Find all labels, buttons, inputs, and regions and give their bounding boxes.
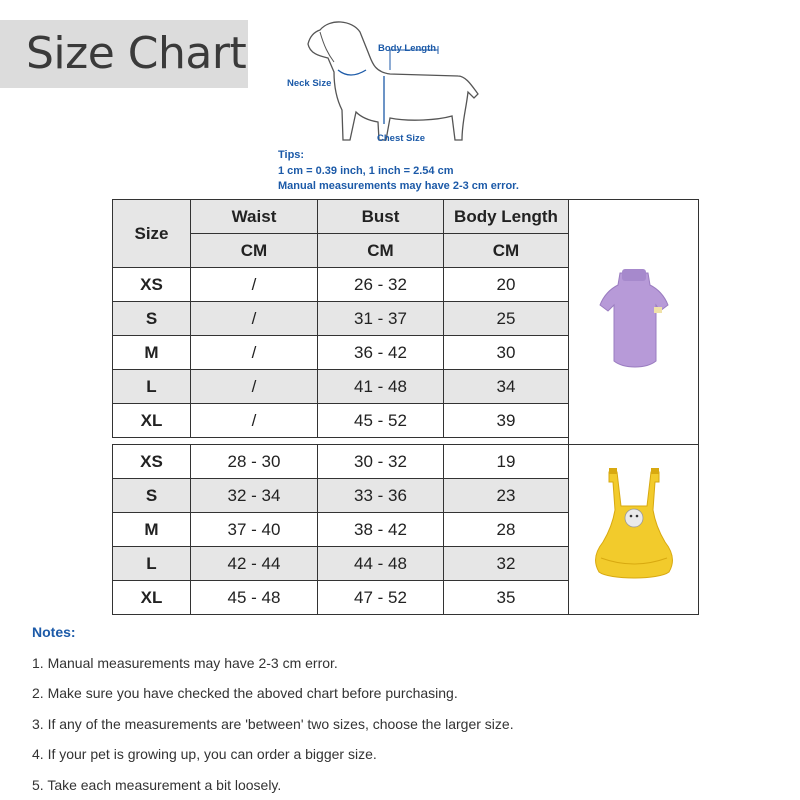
size-cell: L — [113, 370, 191, 404]
bust-cell: 38 - 42 — [318, 513, 444, 547]
size-cell: XL — [113, 581, 191, 615]
waist-cell: / — [191, 336, 318, 370]
note-item: 4. If your pet is growing up, you can order a bigger size. — [32, 746, 377, 762]
notes-heading: Notes: — [32, 624, 76, 640]
note-item: 1. Manual measurements may have 2-3 cm error. — [32, 654, 338, 671]
bust-cell: 44 - 48 — [318, 547, 444, 581]
body-length-label: Body Length — [378, 43, 437, 54]
title-banner — [0, 20, 248, 88]
size-cell: M — [113, 513, 191, 547]
note-item: 3. If any of the measurements are 'between' two sizes, choose the larger size. — [32, 715, 514, 732]
table-row — [113, 445, 699, 479]
waist-cell: / — [191, 370, 318, 404]
length-cell: 34 — [444, 370, 569, 404]
size-cell: XS — [113, 445, 191, 479]
bust-unit: CM — [318, 234, 444, 268]
length-cell: 35 — [444, 581, 569, 615]
divider-cell — [113, 438, 569, 445]
waist-unit: CM — [191, 234, 318, 268]
chest-size-label: Chest Size — [377, 133, 426, 144]
bust-cell: 36 - 42 — [318, 336, 444, 370]
bust-cell: 41 - 48 — [318, 370, 444, 404]
length-cell: 28 — [444, 513, 569, 547]
waist-cell: / — [191, 268, 318, 302]
waist-cell: 28 - 30 — [191, 445, 318, 479]
size-cell: S — [113, 479, 191, 513]
tips-block — [278, 148, 519, 195]
size-cell: XS — [113, 268, 191, 302]
size-cell: M — [113, 336, 191, 370]
waist-cell: / — [191, 404, 318, 438]
note-item: 2. Make sure you have checked the aboved chart before purchasing. — [32, 685, 458, 701]
tips-heading: Tips: — [278, 149, 305, 161]
length-cell: 25 — [444, 302, 569, 336]
length-cell: 30 — [444, 336, 569, 370]
size-cell: S — [113, 302, 191, 336]
length-cell: 20 — [444, 268, 569, 302]
neck-size-label: Neck Size — [287, 78, 332, 89]
body-length-header: Body Length — [444, 200, 569, 234]
bust-cell: 30 - 32 — [318, 445, 444, 479]
body-length-unit: CM — [444, 234, 569, 268]
length-cell: 23 — [444, 479, 569, 513]
bust-cell: 33 - 36 — [318, 479, 444, 513]
product-image-cell — [569, 200, 699, 445]
page-title: Size Chart — [26, 28, 247, 79]
dog-diagram — [287, 10, 490, 155]
tips-line-2: Manual measurements may have 2-3 cm error. — [278, 180, 519, 192]
purple-shirt-icon — [594, 265, 674, 375]
bust-cell: 31 - 37 — [318, 302, 444, 336]
waist-cell: / — [191, 302, 318, 336]
length-cell: 19 — [444, 445, 569, 479]
bust-cell: 26 - 32 — [318, 268, 444, 302]
tips-line-1: 1 cm = 0.39 inch, 1 inch = 2.54 cm — [278, 164, 454, 177]
size-chart-table — [112, 199, 699, 615]
yellow-dress-icon — [589, 462, 679, 592]
bust-header: Bust — [318, 200, 444, 234]
bust-cell: 47 - 52 — [318, 581, 444, 615]
waist-cell: 42 - 44 — [191, 547, 318, 581]
size-cell: XL — [113, 404, 191, 438]
waist-cell: 37 - 40 — [191, 513, 318, 547]
note-item: 5. Take each measurement a bit loosely. — [32, 776, 282, 793]
waist-cell: 45 - 48 — [191, 581, 318, 615]
waist-header: Waist — [191, 200, 318, 234]
notes-section — [32, 624, 772, 793]
length-cell: 32 — [444, 547, 569, 581]
length-cell: 39 — [444, 404, 569, 438]
size-header: Size — [113, 200, 191, 268]
bust-cell: 45 - 52 — [318, 404, 444, 438]
product-image-cell — [569, 445, 699, 615]
waist-cell: 32 - 34 — [191, 479, 318, 513]
size-cell: L — [113, 547, 191, 581]
